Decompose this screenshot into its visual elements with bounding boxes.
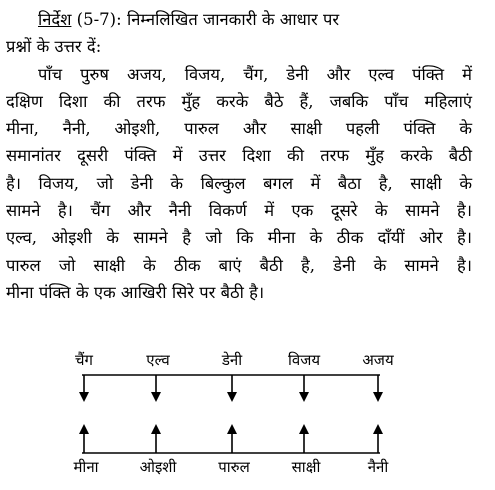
woman-label: नैनी xyxy=(367,458,389,476)
man-label: चैंग xyxy=(75,351,93,369)
man-label: एल्व xyxy=(146,351,170,369)
text-line: पाँच पुरुष अजय, विजय, चैंग, डेनी और एल्व पंक्ति में xyxy=(38,64,472,84)
woman-label: साक्षी xyxy=(291,458,321,476)
text-line: दक्षिण दिशा की तरफ मुँह करके बैठे हैं, जबकि पाँच महिलाएं xyxy=(6,91,472,111)
text-line: सामने है। चैंग और नैनी विकर्ण में एक दूसरे के सामने है। xyxy=(6,201,472,221)
seating-diagram xyxy=(0,345,495,490)
text-line: मीना, नैनी, ओइशी, पारुल और साक्षी पहली पंक्ति के xyxy=(6,119,472,139)
woman-label: ओइशी xyxy=(139,458,177,476)
man-label: अजय xyxy=(362,351,394,369)
woman-label: पारुल xyxy=(218,458,250,476)
text-line: प्रश्नों के उत्तर दें: xyxy=(6,37,102,57)
question-range: (5-7): xyxy=(76,10,122,29)
text-line: एल्व, ओइशी के सामने है जो कि मीना के ठीक दाँयीं ओर है। xyxy=(6,228,472,248)
heading-line xyxy=(6,6,472,33)
heading-text: निम्नलिखित जानकारी के आधार पर xyxy=(126,10,340,29)
man-label: डेनी xyxy=(221,351,243,369)
puzzle-text xyxy=(6,6,472,306)
woman-label: मीना xyxy=(73,458,99,476)
text-line: पारुल जो साक्षी के ठीक बाएं बैठी है, डेनी के सामने है। xyxy=(6,255,472,275)
text-line: समानांतर दूसरी पंक्ति में उत्तर दिशा की तरफ मुँह करके बैठी xyxy=(6,146,472,166)
text-line: मीना पंक्ति के एक आखिरी सिरे पर बैठी है। xyxy=(6,282,265,302)
text-line: है। विजय, जो डेनी के बिल्कुल बगल में बैठा है, साक्षी के xyxy=(6,173,472,193)
directions-title: निर्देश xyxy=(38,10,72,29)
man-label: विजय xyxy=(287,351,321,369)
